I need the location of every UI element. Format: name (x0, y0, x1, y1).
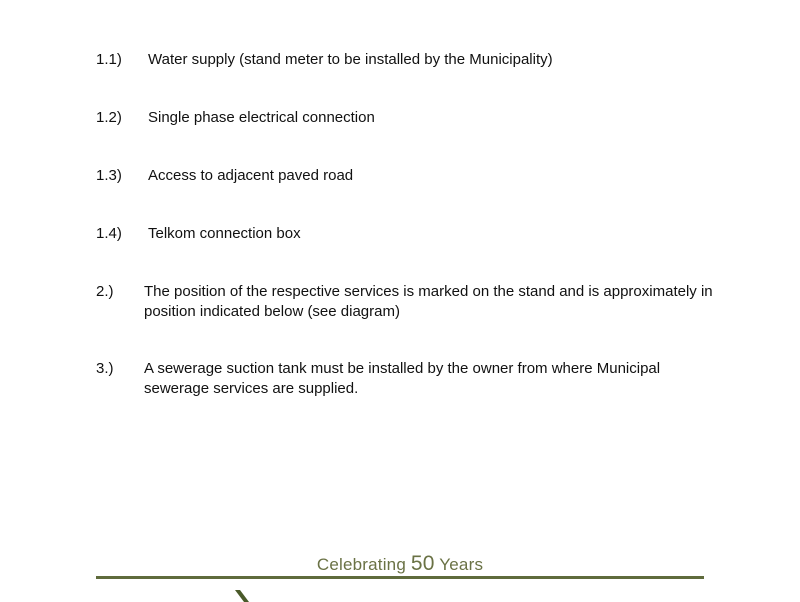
item-text-line-1: A sewerage suction tank must be installed by the owner from where Municipal (144, 360, 661, 377)
footer-rule (96, 576, 704, 579)
caption-number: 50 (410, 552, 435, 575)
item-number: 1.4) (96, 225, 122, 242)
item-text: Single phase electrical connection (148, 109, 375, 126)
item-number: 3.) (96, 360, 114, 377)
item-number: 1.3) (96, 167, 122, 184)
item-text-line-1: The position of the respective services is marked on the stand and is approximately in (144, 283, 713, 300)
caption-prefix: Celebrating (316, 555, 411, 574)
item-text: Access to adjacent paved road (148, 167, 354, 184)
caption-suffix: Years (434, 555, 484, 574)
logo-fragment-icon (232, 590, 252, 602)
item-text: Telkom connection box (148, 225, 301, 242)
item-number: 2.) (96, 283, 114, 300)
item-number: 1.1) (96, 51, 122, 68)
item-text-line-2: position indicated below (see diagram) (144, 303, 400, 320)
item-text-line-2: sewerage services are supplied. (144, 380, 359, 397)
footer-caption (0, 552, 800, 576)
item-number: 1.2) (96, 109, 122, 126)
item-text: Water supply (stand meter to be installed by the Municipality) (148, 51, 553, 68)
